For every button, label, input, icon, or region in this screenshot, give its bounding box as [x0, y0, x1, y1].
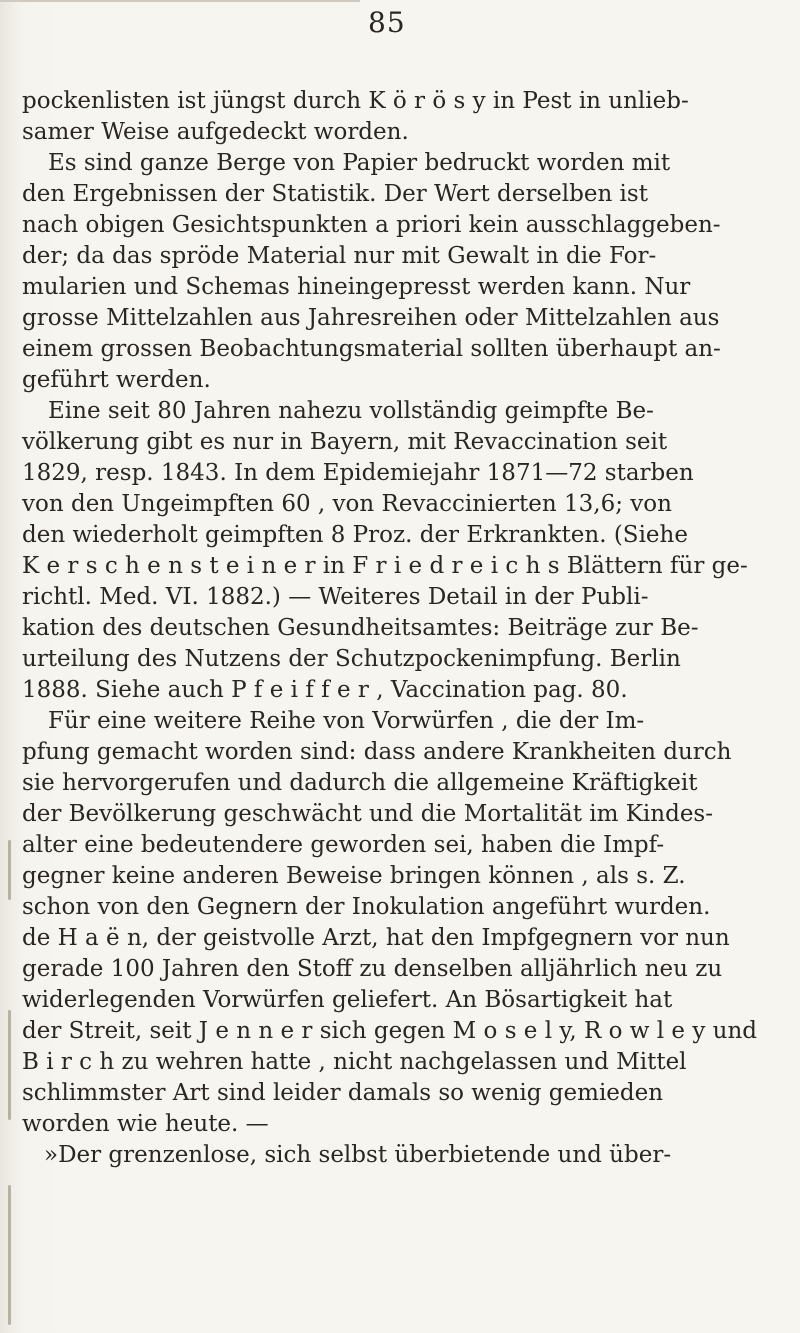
text-line: 1888. Siehe auch P f e i f f e r , Vaccination pag. 80.: [22, 677, 628, 703]
text-line: alter eine bedeutendere geworden sei, haben die Impf-: [22, 832, 665, 858]
page-number: 85: [368, 6, 406, 39]
text-line: urteilung des Nutzens der Schutzpockenimpfung. Berlin: [22, 646, 681, 672]
text-line: völkerung gibt es nur in Bayern, mit Revaccination seit: [22, 429, 668, 455]
gutter-shadow-mark: [8, 1185, 11, 1325]
text-line: »Der grenzenlose, sich selbst überbietende und über-: [44, 1142, 672, 1168]
text-line: schlimmster Art sind leider damals so wenig gemieden: [22, 1080, 664, 1106]
text-line: widerlegenden Vorwürfen geliefert. An Bösartigkeit hat: [22, 987, 673, 1013]
text-line: 1829, resp. 1843. In dem Epidemiejahr 1871—72 starben: [22, 460, 694, 486]
text-line: sie hervorgerufen und dadurch die allgemeine Kräftigkeit: [22, 770, 698, 796]
text-line: von den Ungeimpften 60 , von Revaccinierten 13,6; von: [22, 491, 672, 517]
text-line: geführt werden.: [22, 367, 211, 393]
text-line: Eine seit 80 Jahren nahezu vollständig geimpfte Be-: [48, 398, 654, 424]
text-line: pfung gemacht worden sind: dass andere Krankheiten durch: [22, 739, 732, 765]
text-line: worden wie heute. —: [22, 1111, 269, 1137]
text-line: der; da das spröde Material nur mit Gewalt in die For-: [22, 243, 657, 269]
text-line: B i r c h zu wehren hatte , nicht nachgelassen und Mittel: [22, 1049, 687, 1075]
text-line: pockenlisten ist jüngst durch K ö r ö s y in Pest in unlieb-: [22, 88, 689, 114]
text-line: der Bevölkerung geschwächt und die Mortalität im Kindes-: [22, 801, 713, 827]
gutter-shadow-mark: [8, 1010, 11, 1120]
text-line: gegner keine anderen Beweise bringen können , als s. Z.: [22, 863, 686, 889]
text-line: den wiederholt geimpften 8 Proz. der Erkrankten. (Siehe: [22, 522, 688, 548]
text-line: richtl. Med. VI. 1882.) — Weiteres Detail in der Publi-: [22, 584, 649, 610]
text-line: Es sind ganze Berge von Papier bedruckt worden mit: [48, 150, 671, 176]
text-line: den Ergebnissen der Statistik. Der Wert derselben ist: [22, 181, 648, 207]
gutter-shadow-mark: [8, 840, 11, 900]
text-line: einem grossen Beobachtungsmaterial sollten überhaupt an-: [22, 336, 721, 362]
text-line: Für eine weitere Reihe von Vorwürfen , die der Im-: [48, 708, 645, 734]
text-line: nach obigen Gesichtspunkten a priori kein ausschlaggeben-: [22, 212, 721, 238]
text-line: grosse Mittelzahlen aus Jahresreihen oder Mittelzahlen aus: [22, 305, 720, 331]
text-line: gerade 100 Jahren den Stoff zu denselben alljährlich neu zu: [22, 956, 723, 982]
top-edge-rule: [0, 0, 360, 2]
text-line: K e r s c h e n s t e i n e r in F r i e d r e i c h s Blättern für ge-: [22, 553, 748, 579]
text-line: der Streit, seit J e n n e r sich gegen M o s e l y, R o w l e y und: [22, 1018, 757, 1044]
text-line: de H a ë n, der geistvolle Arzt, hat den Impfgegnern vor nun: [22, 925, 730, 951]
text-line: mularien und Schemas hineingepresst werden kann. Nur: [22, 274, 691, 300]
text-line: samer Weise aufgedeckt worden.: [22, 119, 409, 145]
text-line: kation des deutschen Gesundheitsamtes: Beiträge zur Be-: [22, 615, 699, 641]
text-line: schon von den Gegnern der Inokulation angeführt wurden.: [22, 894, 711, 920]
